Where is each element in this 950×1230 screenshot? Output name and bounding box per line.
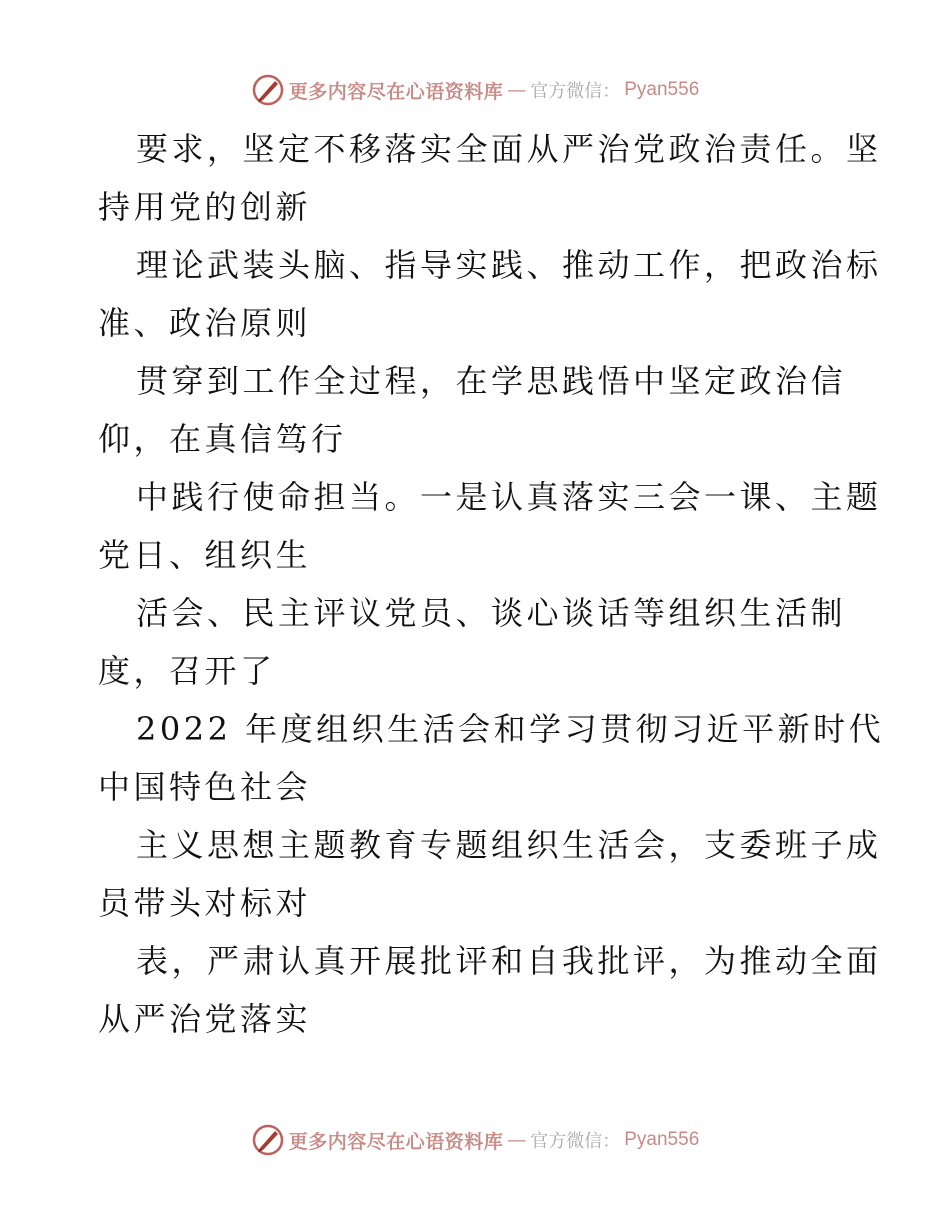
watermark-dash: —	[507, 1129, 527, 1151]
watermark-wechat-label: 官方微信：	[530, 81, 621, 102]
watermark-dash: —	[507, 79, 527, 101]
document-body	[98, 120, 885, 1048]
paragraph-line: 党日、组织生	[98, 536, 312, 574]
paragraph-line: 理论武装头脑、指导实践、推动工作，把政治标	[136, 246, 882, 284]
quill-pen-logo-icon	[251, 1123, 285, 1157]
paragraph-line: 中国特色社会	[98, 768, 312, 806]
paragraph-line: 主义思想主题教育专题组织生活会，支委班子成	[136, 826, 882, 864]
paragraph-line: 中践行使命担当。一是认真落实三会一课、主题	[136, 478, 882, 516]
paragraph-line: 活会、民主评议党员、谈心谈话等组织生活制	[136, 594, 847, 632]
quill-pen-logo-icon	[251, 73, 285, 107]
paragraph-line: 表，严肃认真开展批评和自我批评，为推动全面	[136, 942, 882, 980]
paragraph-line: 准、政治原则	[98, 304, 312, 342]
paragraph-line: 度，召开了	[98, 652, 276, 690]
paragraph-line: 持用党的创新	[98, 188, 312, 226]
paragraph-line: 从严治党落实	[98, 1000, 312, 1038]
watermark-wechat-id: Pyan556	[624, 79, 700, 100]
watermark-site-text: 更多内容尽在心语资料库	[288, 1130, 504, 1153]
footer-watermark	[0, 1120, 950, 1160]
paragraph-line: 2022 年度组织生活会和学习贯彻习近平新时代	[136, 710, 885, 748]
watermark-site-text: 更多内容尽在心语资料库	[288, 80, 504, 103]
paragraph-line: 员带头对标对	[98, 884, 312, 922]
paragraph-line: 贯穿到工作全过程，在学思践悟中坚定政治信	[136, 362, 847, 400]
watermark-wechat-label: 官方微信：	[530, 1131, 621, 1152]
watermark-wechat-id: Pyan556	[624, 1129, 700, 1150]
paragraph-line: 仰，在真信笃行	[98, 420, 347, 458]
header-watermark	[0, 70, 950, 110]
paragraph-line: 要求，坚定不移落实全面从严治党政治责任。坚	[136, 130, 882, 168]
